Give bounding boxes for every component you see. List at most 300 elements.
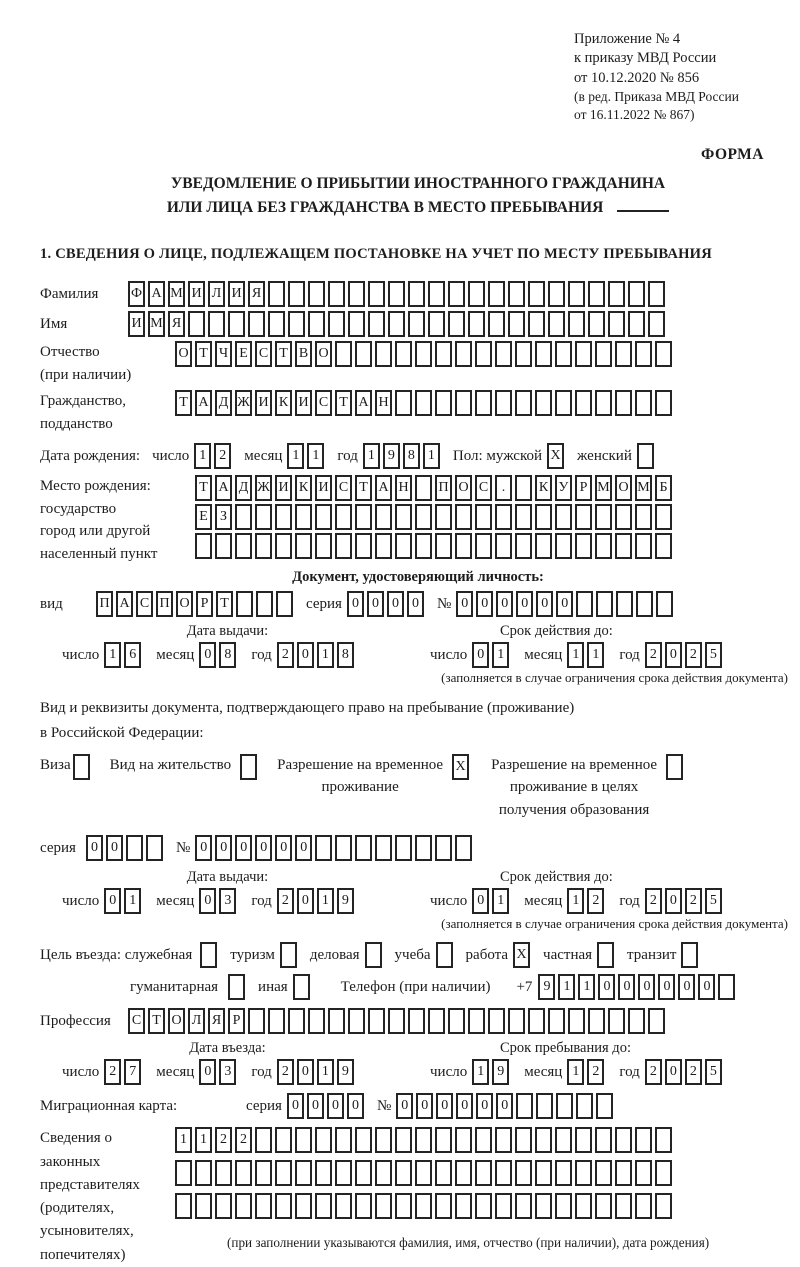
char-box[interactable] (448, 311, 465, 337)
char-box[interactable] (195, 1193, 212, 1219)
char-box[interactable] (615, 533, 632, 559)
char-box[interactable]: 5 (705, 642, 722, 668)
char-box[interactable] (628, 1008, 645, 1034)
char-box[interactable] (276, 591, 293, 617)
char-box[interactable] (435, 1160, 452, 1186)
char-box[interactable] (436, 942, 453, 968)
char-box[interactable] (368, 281, 385, 307)
char-box[interactable]: Б (655, 475, 672, 501)
char-box[interactable]: 1 (175, 1127, 192, 1153)
char-box[interactable] (315, 1160, 332, 1186)
char-box[interactable] (355, 1127, 372, 1153)
char-box[interactable] (455, 390, 472, 416)
char-box[interactable]: Ф (128, 281, 145, 307)
char-box[interactable] (408, 311, 425, 337)
char-box[interactable] (415, 533, 432, 559)
char-box[interactable] (195, 533, 212, 559)
char-box[interactable] (608, 311, 625, 337)
char-box[interactable] (415, 1160, 432, 1186)
char-box[interactable] (615, 1127, 632, 1153)
char-box[interactable] (555, 504, 572, 530)
char-box[interactable] (535, 533, 552, 559)
char-box[interactable]: 0 (556, 591, 573, 617)
char-box[interactable] (215, 1160, 232, 1186)
char-box[interactable]: 0 (297, 642, 314, 668)
char-box[interactable]: 2 (214, 443, 231, 469)
char-box[interactable] (595, 341, 612, 367)
char-box[interactable] (355, 533, 372, 559)
char-box[interactable]: 1 (587, 642, 604, 668)
char-box[interactable] (448, 1008, 465, 1034)
char-box[interactable] (335, 533, 352, 559)
char-box[interactable] (415, 390, 432, 416)
char-box[interactable]: С (475, 475, 492, 501)
char-box[interactable]: 2 (587, 1059, 604, 1085)
char-box[interactable] (73, 754, 90, 780)
char-box[interactable]: X (452, 754, 469, 780)
char-box[interactable]: 1 (558, 974, 575, 1000)
char-box[interactable]: 1 (287, 443, 304, 469)
char-box[interactable] (435, 533, 452, 559)
char-box[interactable] (515, 504, 532, 530)
char-box[interactable] (555, 1160, 572, 1186)
char-box[interactable] (555, 533, 572, 559)
char-box[interactable] (275, 1127, 292, 1153)
char-box[interactable] (335, 835, 352, 861)
char-box[interactable]: 0 (195, 835, 212, 861)
char-box[interactable] (208, 311, 225, 337)
char-box[interactable] (355, 504, 372, 530)
char-box[interactable]: 9 (383, 443, 400, 469)
char-box[interactable]: 0 (295, 835, 312, 861)
char-box[interactable] (435, 835, 452, 861)
char-box[interactable] (495, 341, 512, 367)
char-box[interactable] (635, 1160, 652, 1186)
char-box[interactable] (348, 281, 365, 307)
char-box[interactable] (435, 504, 452, 530)
char-box[interactable] (608, 281, 625, 307)
char-box[interactable] (175, 1160, 192, 1186)
char-box[interactable] (415, 1193, 432, 1219)
char-box[interactable]: 0 (436, 1093, 453, 1119)
char-box[interactable]: 0 (496, 1093, 513, 1119)
char-box[interactable]: X (547, 443, 564, 469)
char-box[interactable]: У (555, 475, 572, 501)
char-box[interactable] (495, 1160, 512, 1186)
char-box[interactable]: 0 (347, 591, 364, 617)
char-box[interactable] (415, 1127, 432, 1153)
char-box[interactable] (428, 281, 445, 307)
char-box[interactable]: Т (195, 341, 212, 367)
char-box[interactable] (248, 1008, 265, 1034)
char-box[interactable] (475, 533, 492, 559)
char-box[interactable] (288, 281, 305, 307)
char-box[interactable]: К (295, 475, 312, 501)
char-box[interactable] (588, 1008, 605, 1034)
char-box[interactable] (515, 1127, 532, 1153)
char-box[interactable] (348, 1008, 365, 1034)
char-box[interactable]: 0 (476, 1093, 493, 1119)
char-box[interactable]: 0 (327, 1093, 344, 1119)
char-box[interactable] (395, 504, 412, 530)
char-box[interactable] (475, 504, 492, 530)
char-box[interactable] (637, 443, 654, 469)
char-box[interactable] (435, 1127, 452, 1153)
char-box[interactable]: 1 (307, 443, 324, 469)
char-box[interactable]: Д (215, 390, 232, 416)
char-box[interactable] (408, 281, 425, 307)
char-box[interactable] (555, 1127, 572, 1153)
char-box[interactable]: 1 (317, 888, 334, 914)
char-box[interactable]: О (175, 341, 192, 367)
char-box[interactable]: М (635, 475, 652, 501)
char-box[interactable] (488, 311, 505, 337)
char-box[interactable] (268, 281, 285, 307)
char-box[interactable]: 1 (194, 443, 211, 469)
char-box[interactable] (535, 1127, 552, 1153)
char-box[interactable]: 2 (645, 642, 662, 668)
char-box[interactable]: Ж (255, 475, 272, 501)
char-box[interactable] (556, 1093, 573, 1119)
char-box[interactable]: 0 (678, 974, 695, 1000)
char-box[interactable] (268, 1008, 285, 1034)
char-box[interactable] (535, 390, 552, 416)
char-box[interactable] (455, 504, 472, 530)
char-box[interactable] (475, 1127, 492, 1153)
char-box[interactable]: В (295, 341, 312, 367)
char-box[interactable] (415, 835, 432, 861)
char-box[interactable] (355, 835, 372, 861)
char-box[interactable]: 3 (219, 888, 236, 914)
char-box[interactable] (428, 1008, 445, 1034)
char-box[interactable]: 2 (645, 1059, 662, 1085)
char-box[interactable]: 0 (387, 591, 404, 617)
char-box[interactable]: Я (248, 281, 265, 307)
char-box[interactable] (395, 533, 412, 559)
char-box[interactable] (375, 1193, 392, 1219)
char-box[interactable] (293, 974, 310, 1000)
char-box[interactable] (235, 533, 252, 559)
char-box[interactable] (188, 311, 205, 337)
char-box[interactable] (375, 504, 392, 530)
char-box[interactable] (295, 1193, 312, 1219)
char-box[interactable] (355, 341, 372, 367)
char-box[interactable] (288, 1008, 305, 1034)
char-box[interactable] (588, 281, 605, 307)
char-box[interactable] (408, 1008, 425, 1034)
char-box[interactable] (228, 311, 245, 337)
char-box[interactable] (240, 754, 257, 780)
char-box[interactable]: 6 (124, 642, 141, 668)
char-box[interactable]: П (156, 591, 173, 617)
char-box[interactable] (616, 591, 633, 617)
char-box[interactable]: Я (208, 1008, 225, 1034)
char-box[interactable] (655, 533, 672, 559)
char-box[interactable]: И (255, 390, 272, 416)
char-box[interactable] (435, 1193, 452, 1219)
char-box[interactable] (528, 311, 545, 337)
char-box[interactable]: 8 (337, 642, 354, 668)
char-box[interactable]: 0 (287, 1093, 304, 1119)
char-box[interactable]: 1 (472, 1059, 489, 1085)
char-box[interactable] (648, 281, 665, 307)
char-box[interactable] (568, 311, 585, 337)
char-box[interactable] (308, 1008, 325, 1034)
char-box[interactable]: И (128, 311, 145, 337)
char-box[interactable] (568, 1008, 585, 1034)
char-box[interactable] (365, 942, 382, 968)
char-box[interactable]: 0 (638, 974, 655, 1000)
char-box[interactable]: 0 (472, 888, 489, 914)
char-box[interactable] (375, 341, 392, 367)
char-box[interactable]: М (148, 311, 165, 337)
char-box[interactable] (475, 390, 492, 416)
char-box[interactable] (395, 835, 412, 861)
char-box[interactable] (335, 341, 352, 367)
char-box[interactable]: 2 (215, 1127, 232, 1153)
char-box[interactable] (195, 1160, 212, 1186)
char-box[interactable] (615, 1193, 632, 1219)
char-box[interactable] (275, 1193, 292, 1219)
char-box[interactable] (495, 1127, 512, 1153)
char-box[interactable] (255, 1193, 272, 1219)
char-box[interactable]: 2 (104, 1059, 121, 1085)
char-box[interactable]: 0 (275, 835, 292, 861)
char-box[interactable]: 9 (337, 1059, 354, 1085)
char-box[interactable]: 3 (219, 1059, 236, 1085)
char-box[interactable] (568, 281, 585, 307)
char-box[interactable]: 5 (705, 888, 722, 914)
char-box[interactable] (335, 1193, 352, 1219)
char-box[interactable] (595, 390, 612, 416)
char-box[interactable] (576, 1093, 593, 1119)
char-box[interactable]: Ч (215, 341, 232, 367)
char-box[interactable] (475, 341, 492, 367)
char-box[interactable] (718, 974, 735, 1000)
char-box[interactable] (515, 390, 532, 416)
char-box[interactable]: Н (375, 390, 392, 416)
char-box[interactable]: Р (575, 475, 592, 501)
char-box[interactable] (395, 1127, 412, 1153)
char-box[interactable] (335, 1160, 352, 1186)
char-box[interactable] (536, 1093, 553, 1119)
char-box[interactable] (255, 533, 272, 559)
char-box[interactable]: 8 (219, 642, 236, 668)
char-box[interactable] (575, 1160, 592, 1186)
char-box[interactable] (495, 504, 512, 530)
char-box[interactable]: 1 (317, 1059, 334, 1085)
char-box[interactable]: 1 (567, 888, 584, 914)
char-box[interactable]: А (215, 475, 232, 501)
char-box[interactable]: Е (235, 341, 252, 367)
char-box[interactable]: Л (208, 281, 225, 307)
char-box[interactable]: О (315, 341, 332, 367)
char-box[interactable] (455, 341, 472, 367)
char-box[interactable]: 0 (199, 888, 216, 914)
char-box[interactable]: 0 (658, 974, 675, 1000)
char-box[interactable] (588, 311, 605, 337)
char-box[interactable] (328, 1008, 345, 1034)
char-box[interactable]: 0 (665, 888, 682, 914)
char-box[interactable]: 0 (416, 1093, 433, 1119)
char-box[interactable]: К (535, 475, 552, 501)
char-box[interactable] (608, 1008, 625, 1034)
char-box[interactable]: Е (195, 504, 212, 530)
char-box[interactable] (468, 311, 485, 337)
char-box[interactable] (388, 1008, 405, 1034)
char-box[interactable] (575, 1127, 592, 1153)
char-box[interactable]: 0 (199, 642, 216, 668)
char-box[interactable] (495, 390, 512, 416)
char-box[interactable] (635, 1193, 652, 1219)
char-box[interactable] (636, 591, 653, 617)
char-box[interactable]: 9 (538, 974, 555, 1000)
char-box[interactable]: 1 (317, 642, 334, 668)
char-box[interactable]: С (128, 1008, 145, 1034)
char-box[interactable] (255, 1127, 272, 1153)
char-box[interactable] (375, 835, 392, 861)
char-box[interactable] (515, 533, 532, 559)
char-box[interactable]: 0 (307, 1093, 324, 1119)
char-box[interactable] (628, 281, 645, 307)
char-box[interactable] (488, 1008, 505, 1034)
char-box[interactable]: Т (275, 341, 292, 367)
char-box[interactable] (146, 835, 163, 861)
char-box[interactable]: 2 (685, 888, 702, 914)
char-box[interactable] (295, 1127, 312, 1153)
char-box[interactable]: С (255, 341, 272, 367)
char-box[interactable] (535, 341, 552, 367)
char-box[interactable] (428, 311, 445, 337)
char-box[interactable] (596, 1093, 613, 1119)
char-box[interactable] (275, 1160, 292, 1186)
char-box[interactable] (315, 504, 332, 530)
char-box[interactable]: А (148, 281, 165, 307)
char-box[interactable] (595, 504, 612, 530)
char-box[interactable]: 0 (665, 1059, 682, 1085)
char-box[interactable]: С (136, 591, 153, 617)
char-box[interactable]: Л (188, 1008, 205, 1034)
char-box[interactable] (495, 533, 512, 559)
char-box[interactable] (388, 311, 405, 337)
char-box[interactable] (575, 390, 592, 416)
char-box[interactable] (548, 281, 565, 307)
char-box[interactable]: Т (148, 1008, 165, 1034)
char-box[interactable] (335, 504, 352, 530)
char-box[interactable]: X (513, 942, 530, 968)
char-box[interactable]: З (215, 504, 232, 530)
char-box[interactable] (368, 311, 385, 337)
char-box[interactable] (348, 311, 365, 337)
char-box[interactable] (575, 504, 592, 530)
char-box[interactable]: 1 (124, 888, 141, 914)
char-box[interactable] (555, 390, 572, 416)
char-box[interactable]: 0 (255, 835, 272, 861)
char-box[interactable] (375, 533, 392, 559)
char-box[interactable] (648, 311, 665, 337)
char-box[interactable] (615, 504, 632, 530)
char-box[interactable] (435, 390, 452, 416)
char-box[interactable] (235, 1193, 252, 1219)
char-box[interactable]: 0 (297, 1059, 314, 1085)
char-box[interactable]: 0 (199, 1059, 216, 1085)
char-box[interactable]: 0 (86, 835, 103, 861)
char-box[interactable]: Т (195, 475, 212, 501)
char-box[interactable] (655, 390, 672, 416)
char-box[interactable]: Т (216, 591, 233, 617)
char-box[interactable]: 0 (516, 591, 533, 617)
char-box[interactable]: 0 (496, 591, 513, 617)
char-box[interactable]: 0 (407, 591, 424, 617)
char-box[interactable] (535, 1193, 552, 1219)
char-box[interactable] (635, 1127, 652, 1153)
char-box[interactable] (388, 281, 405, 307)
char-box[interactable] (528, 281, 545, 307)
char-box[interactable] (595, 1127, 612, 1153)
char-box[interactable] (328, 281, 345, 307)
char-box[interactable]: И (295, 390, 312, 416)
char-box[interactable]: 0 (106, 835, 123, 861)
char-box[interactable]: . (495, 475, 512, 501)
char-box[interactable]: Р (196, 591, 213, 617)
char-box[interactable]: Т (335, 390, 352, 416)
char-box[interactable]: П (96, 591, 113, 617)
char-box[interactable]: 0 (297, 888, 314, 914)
char-box[interactable] (681, 942, 698, 968)
char-box[interactable]: О (455, 475, 472, 501)
char-box[interactable]: 0 (367, 591, 384, 617)
char-box[interactable] (666, 754, 683, 780)
char-box[interactable] (515, 341, 532, 367)
char-box[interactable] (655, 341, 672, 367)
char-box[interactable] (495, 1193, 512, 1219)
char-box[interactable] (435, 341, 452, 367)
char-box[interactable] (628, 311, 645, 337)
char-box[interactable] (236, 591, 253, 617)
char-box[interactable] (468, 1008, 485, 1034)
char-box[interactable]: М (595, 475, 612, 501)
char-box[interactable]: Т (175, 390, 192, 416)
char-box[interactable]: 1 (567, 642, 584, 668)
char-box[interactable]: 0 (698, 974, 715, 1000)
char-box[interactable]: 0 (476, 591, 493, 617)
char-box[interactable] (215, 533, 232, 559)
char-box[interactable]: П (435, 475, 452, 501)
char-box[interactable] (575, 1193, 592, 1219)
char-box[interactable] (228, 974, 245, 1000)
char-box[interactable]: 0 (104, 888, 121, 914)
char-box[interactable] (395, 390, 412, 416)
char-box[interactable]: 2 (685, 1059, 702, 1085)
char-box[interactable] (516, 1093, 533, 1119)
char-box[interactable] (255, 1160, 272, 1186)
char-box[interactable] (315, 1127, 332, 1153)
char-box[interactable]: 2 (587, 888, 604, 914)
char-box[interactable]: 5 (705, 1059, 722, 1085)
char-box[interactable]: 1 (492, 888, 509, 914)
char-box[interactable]: А (375, 475, 392, 501)
char-box[interactable] (200, 942, 217, 968)
char-box[interactable] (315, 533, 332, 559)
char-box[interactable] (295, 504, 312, 530)
char-box[interactable]: 1 (492, 642, 509, 668)
char-box[interactable] (508, 1008, 525, 1034)
char-box[interactable] (535, 504, 552, 530)
char-box[interactable] (455, 1127, 472, 1153)
char-box[interactable]: И (188, 281, 205, 307)
char-box[interactable] (648, 1008, 665, 1034)
char-box[interactable] (656, 591, 673, 617)
